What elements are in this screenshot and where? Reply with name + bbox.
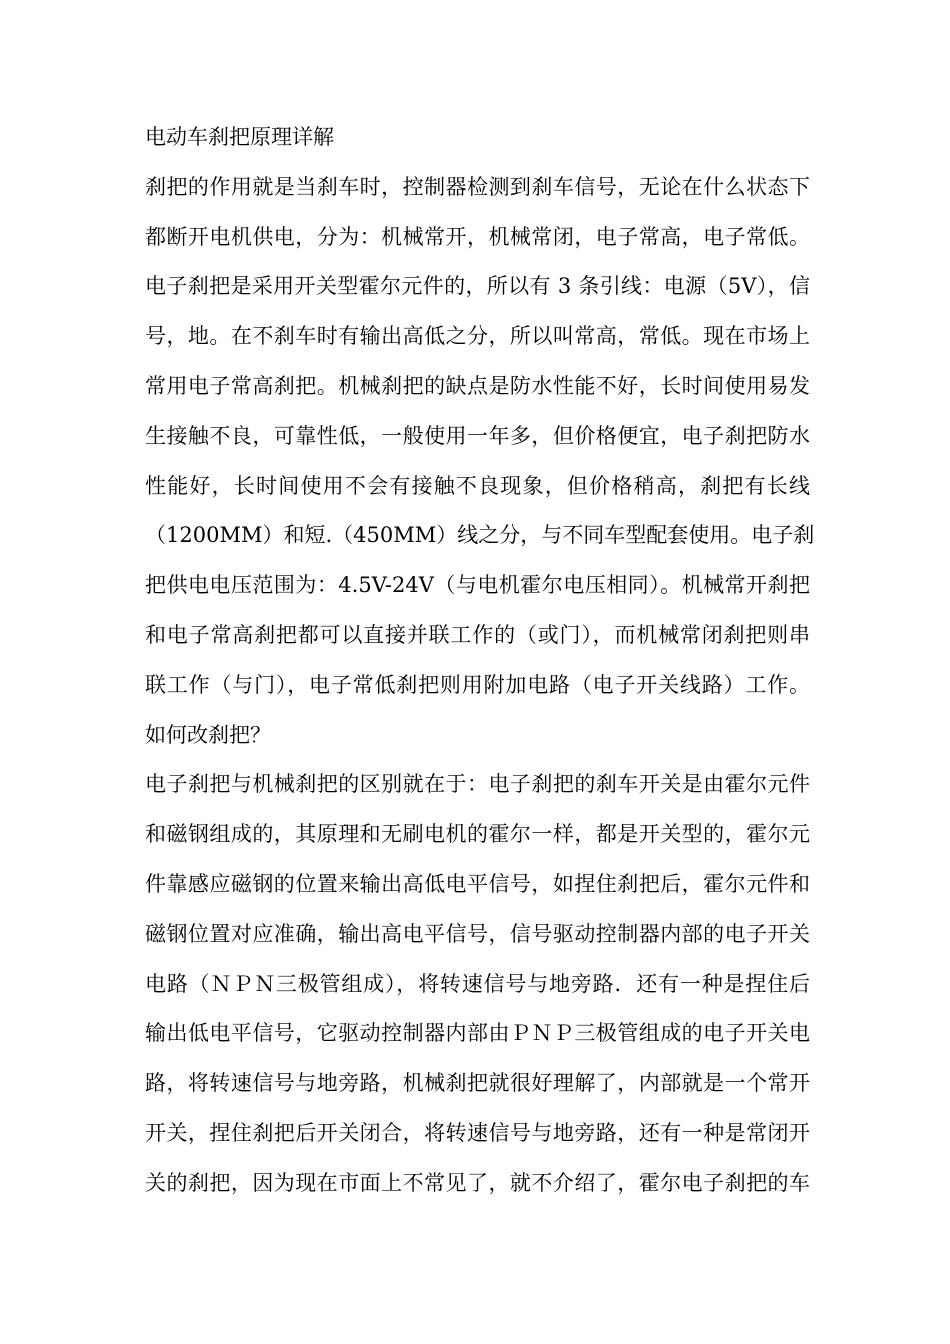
- text-line: 开关，捏住刹把后开关闭合，将转速信号与地旁路，还有一种是常闭开: [145, 1120, 810, 1145]
- text-line: （1200MM）和短.（450MM）线之分，与不同车型配套使用。电子刹: [145, 523, 815, 548]
- text-line: 关的刹把，因为现在市面上不常见了，就不介绍了，霍尔电子刹把的车: [145, 1170, 810, 1195]
- text-line: 生接触不良，可靠性低，一般使用一年多，但价格便宜，电子刹把防水: [145, 423, 810, 448]
- section-heading: 如何改刹把？: [145, 722, 271, 747]
- text-line: 联工作（与门），电子常低刹把则用附加电路（电子开关线路）工作。: [145, 672, 810, 697]
- text-line: 性能好，长时间使用不会有接触不良现象，但价格稍高，刹把有长线: [145, 473, 810, 498]
- text-line: 号，地。在不刹车时有输出高低之分，所以叫常高，常低。现在市场上: [145, 324, 810, 349]
- document-title: 电动车刹把原理详解: [145, 125, 334, 149]
- text-line: 件靠感应磁钢的位置来输出高低电平信号，如捏住刹把后，霍尔元件和: [145, 871, 810, 896]
- text-line: 把供电电压范围为：4.5V-24V（与电机霍尔电压相同）。机械常开刹把: [145, 573, 810, 598]
- text-line: 磁钢位置对应准确，输出高电平信号，信号驱动控制器内部的电子开关: [145, 921, 810, 946]
- text-line: 路，将转速信号与地旁路，机械刹把就很好理解了，内部就是一个常开: [145, 1071, 810, 1096]
- text-line: 电子刹把是采用开关型霍尔元件的，所以有 3 条引线：电源（5V），信: [145, 274, 810, 299]
- text-line: 和磁钢组成的，其原理和无刷电机的霍尔一样，都是开关型的，霍尔元: [145, 822, 810, 847]
- text-line: 和电子常高刹把都可以直接并联工作的（或门），而机械常闭刹把则串: [145, 622, 810, 647]
- text-line: 常用电子常高刹把。机械刹把的缺点是防水性能不好，长时间使用易发: [145, 373, 810, 398]
- text-line: 刹把的作用就是当刹车时，控制器检测到刹车信号，无论在什么状态下: [145, 174, 810, 199]
- text-line: 都断开电机供电，分为：机械常开，机械常闭，电子常高，电子常低。: [145, 224, 810, 249]
- text-line: 电路（ＮＰＮ三极管组成），将转速信号与地旁路．还有一种是捏住后: [145, 971, 810, 996]
- document-body: [145, 113, 815, 1209]
- text-line: 输出低电平信号，它驱动控制器内部由ＰＮＰ三极管组成的电子开关电: [145, 1021, 810, 1046]
- text-line: 电子刹把与机械刹把的区别就在于：电子刹把的刹车开关是由霍尔元件: [145, 772, 810, 797]
